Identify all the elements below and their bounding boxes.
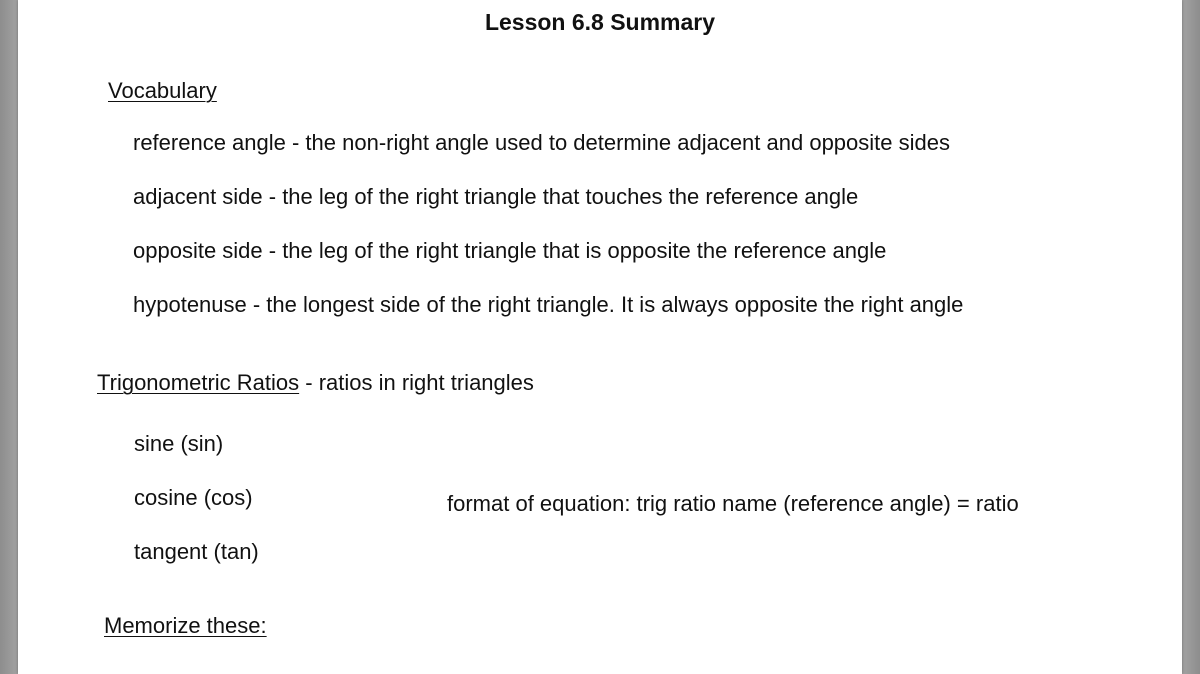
- left-gutter: [0, 0, 18, 674]
- right-gutter: [1182, 0, 1200, 674]
- vocab-item-hypotenuse: hypotenuse - the longest side of the right triangle. It is always opposite the right angle: [133, 292, 964, 317]
- document-page: [18, 0, 1182, 674]
- memorize-heading: Memorize these:: [104, 613, 267, 638]
- ratio-sine: sine (sin): [134, 431, 224, 456]
- page-title: Lesson 6.8 Summary: [484, 9, 716, 35]
- trig-ratios-description: - ratios in right triangles: [299, 370, 534, 395]
- equation-format-note: format of equation: trig ratio name (reference angle) = ratio: [447, 491, 1019, 516]
- vocab-item-adjacent-side: adjacent side - the leg of the right triangle that touches the reference angle: [133, 184, 859, 209]
- trig-ratios-heading: Trigonometric Ratios: [97, 370, 300, 395]
- trig-ratios-line: [97, 370, 534, 396]
- ratio-tangent: tangent (tan): [134, 539, 259, 564]
- vocabulary-heading: Vocabulary: [108, 78, 217, 103]
- ratio-cosine: cosine (cos): [134, 485, 253, 510]
- vocab-item-opposite-side: opposite side - the leg of the right triangle that is opposite the reference angle: [133, 238, 887, 263]
- vocab-item-reference-angle: reference angle - the non-right angle used to determine adjacent and opposite sides: [133, 130, 950, 155]
